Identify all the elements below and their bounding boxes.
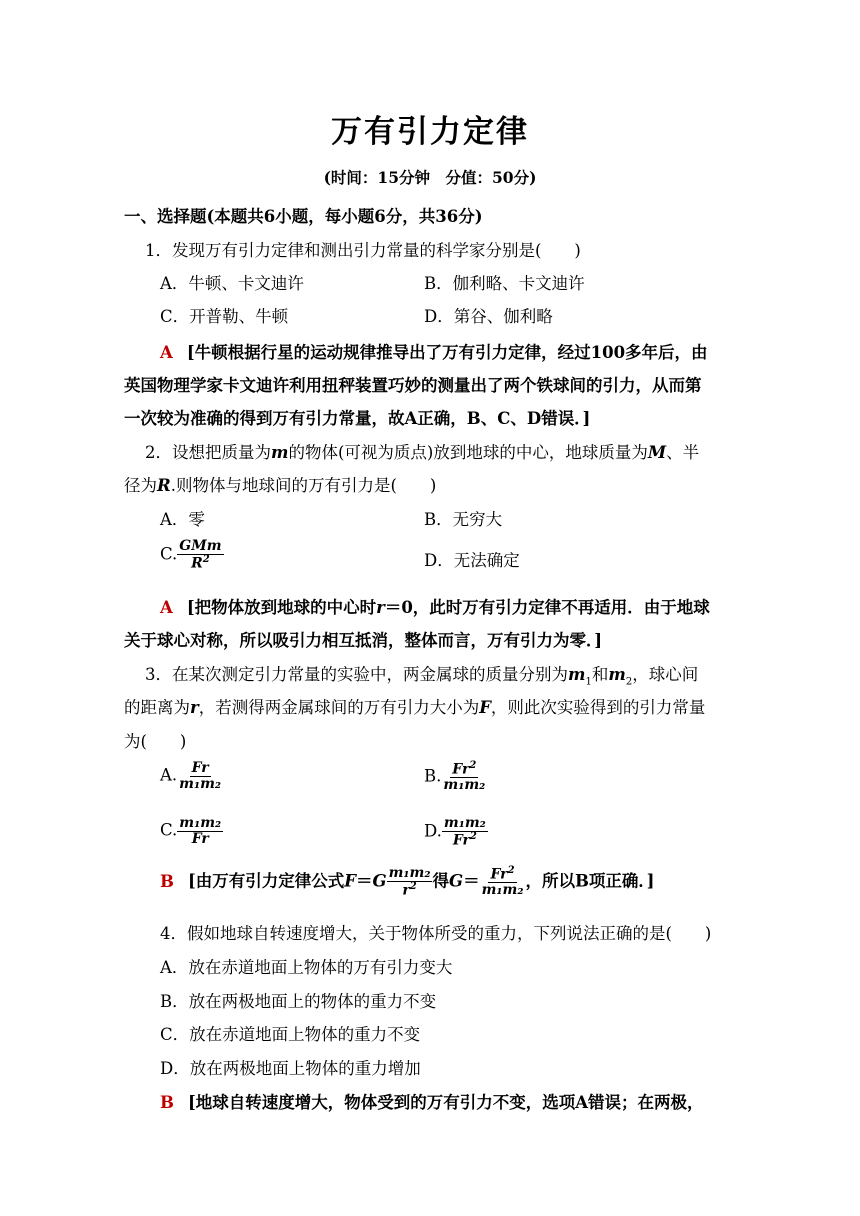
q3-option-c: C. $\frac{\text{m₁m₂}}{Fr}$ [160,815,222,847]
q3-answer-key: B [160,871,174,891]
question-4-stem: 4．假如地球自转速度增大，关于物体所受的重力，下列说法正确的是( ) [160,924,712,943]
q4-option-d: D．放在两极地面上物体的重力增加 [160,1059,421,1078]
q1-explanation-2: 英国物理学家卡文迪许利用扭秤装置巧妙的测量出了两个铁球间的引力，从而第 [124,376,702,395]
q4-option-a: A．放在赤道地面上物体的万有引力变大 [160,958,453,977]
q1-explanation-1: [牛顿根据行星的运动规律推导出了万有引力定律，经过100多年后，由 [186,343,708,362]
question-3-stem-1: 3．在某次测定引力常量的实验中，两金属球的质量分别为$m_1$和$m_2$，球心间 [145,665,699,688]
q2-option-d: D．无法确定 [424,551,520,570]
question-2-stem-1: 2．设想把质量为m的物体(可视为质点)放到地球的中心，地球质量为M、半 [145,443,700,462]
q2-option-c: C. $\frac{\text{GMm}}{R^2}$ [160,538,222,572]
q4-option-b: B．放在两极地面上的物体的重力不变 [160,992,437,1011]
q1-option-d: D．第谷、伽利略 [424,307,553,326]
q1-option-b: B．伽利略、卡文迪许 [424,274,585,293]
question-3-stem-2: 的距离为r，若测得两金属球间的万有引力大小为F，则此次实验得到的引力常量 [124,698,706,717]
question-1-stem: 1．发现万有引力定律和测出引力常量的科学家分别是( ) [145,241,581,260]
q3-answer-line: B [由万有引力定律公式F＝G $\frac{\text{m₁m₂}}{r^2}$ 得G＝ $\frac{Fr^2}{\text{m₁m₂}}$ ，所以B项正确．] [160,865,655,899]
question-2-stem-2: 径为R.则物体与地球间的万有引力是( ) [124,476,437,495]
q2-option-b: B．无穷大 [424,510,503,529]
page-title: 万有引力定律 [331,114,529,150]
q3-option-b: B. $\frac{Fr^2}{\text{m₁m₂}}$ [424,760,486,794]
q4-option-c: C．放在赤道地面上物体的重力不变 [160,1025,421,1044]
time-score-info: (时间：15分钟 分值：50分) [323,168,537,187]
q4-answer-line: B [地球自转速度增大，物体受到的万有引力不变，选项A错误；在两极， [160,1093,704,1112]
fraction-gmm-over-r2: $\frac{\text{GMm}}{R^2}$ [179,538,222,572]
q2-explanation-2: 关于球心对称，所以吸引力相互抵消，整体而言，万有引力为零．] [124,631,603,650]
q3-option-d: D. $\frac{\text{m₁m₂}}{Fr^2}$ [424,815,486,849]
q1-answer-key: A [160,343,173,362]
q2-answer-line-1: A [把物体放到地球的中心时r＝0，此时万有引力定律不再适用．由于地球 [160,598,710,617]
q4-answer-key: B [160,1093,174,1112]
q1-option-c: C．开普勒、牛顿 [160,307,289,326]
section-heading: 一、选择题(本题共6小题，每小题6分，共36分) [124,207,483,226]
q3-option-a: A. $\frac{Fr}{\text{m₁m₂}}$ [160,760,222,792]
question-3-stem-3: 为( ) [124,732,187,751]
q1-option-a: A．牛顿、卡文迪许 [160,274,304,293]
q2-answer-key: A [160,598,173,617]
q1-answer-line-1 [160,339,708,363]
q2-option-a: A．零 [160,510,205,529]
q1-explanation-3: 一次较为准确的得到万有引力常量，故A正确，B、C、D错误．] [124,409,591,428]
